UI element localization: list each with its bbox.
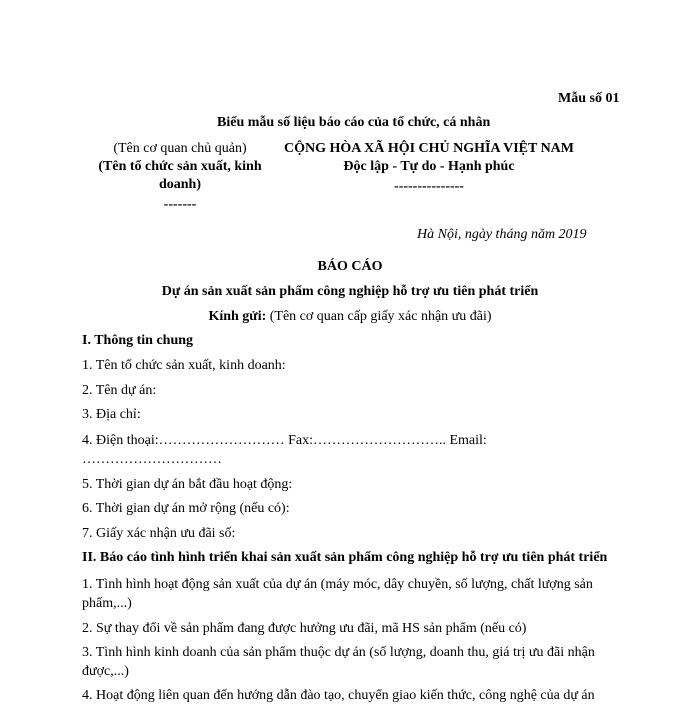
left-header-org-line2: doanh) <box>158 177 202 192</box>
national-motto: Độc lập - Tự do - Hạnh phúc <box>343 159 515 174</box>
section2-item-product-change: 2. Sự thay đổi về sản phẩm đang được hưởng ưu đãi, mã HS sản phẩm (nếu có) <box>82 621 527 636</box>
left-header-divider: ------- <box>163 197 197 212</box>
section1-item-contact-cont: ………………………… <box>82 452 222 467</box>
section1-item-expansion-time: 6. Thời gian dự án mở rộng (nếu có): <box>82 501 290 516</box>
national-title: CỘNG HÒA XÃ HỘI CHỦ NGHĨA VIỆT NAM <box>283 141 574 156</box>
recipient-label: Kính gửi: <box>208 309 267 324</box>
section2-item-business-cont: được,...) <box>82 664 129 679</box>
form-title: Biểu mẫu số liệu báo cáo của tổ chức, cá nhân <box>217 115 491 130</box>
document-title: BÁO CÁO <box>317 259 383 274</box>
section2-item-production-cont: phẩm,...) <box>82 596 132 611</box>
left-header-org-line1: (Tên tổ chức sản xuất, kinh <box>98 159 262 174</box>
section2-item-production: 1. Tình hình hoạt động sản xuất của dự án (máy móc, dây chuyền, số lượng, chất lượng sản <box>82 577 593 592</box>
date-line: Hà Nội, ngày tháng năm 2019 <box>417 227 587 242</box>
right-header-divider: --------------- <box>394 179 464 194</box>
section1-item-contact: 4. Điện thoại:……………………… Fax:……………………….. Email: <box>82 433 487 448</box>
section1-item-certificate: 7. Giấy xác nhận ưu đãi số: <box>82 526 236 541</box>
section1-item-start-time: 5. Thời gian dự án bắt đầu hoạt động: <box>82 477 293 492</box>
section1-item-project-name: 2. Tên dự án: <box>82 383 157 398</box>
document-subtitle: Dự án sản xuất sản phẩm công nghiệp hỗ trợ ưu tiên phát triển <box>161 284 539 299</box>
section1-item-org-name: 1. Tên tổ chức sản xuất, kinh doanh: <box>82 358 286 373</box>
recipient-line <box>0 308 700 326</box>
section1-heading: I. Thông tin chung <box>82 333 194 348</box>
form-number: Mẫu số 01 <box>558 91 620 106</box>
section2-item-business: 3. Tình hình kinh doanh của sản phẩm thuộc dự án (số lượng, doanh thu, giá trị ưu đãi nhận <box>82 645 595 660</box>
section2-heading: II. Báo cáo tình hình triển khai sản xuất sản phẩm công nghiệp hỗ trợ ưu tiên phát triển <box>82 550 608 565</box>
left-header-agency: (Tên cơ quan chủ quản) <box>113 141 247 156</box>
section1-item-address: 3. Địa chỉ: <box>82 407 141 422</box>
section2-item-training: 4. Hoạt động liên quan đến hướng dẫn đào tạo, chuyển giao kiến thức, công nghệ của dự án <box>82 688 595 703</box>
recipient-value: (Tên cơ quan cấp giấy xác nhận ưu đãi) <box>266 309 492 324</box>
